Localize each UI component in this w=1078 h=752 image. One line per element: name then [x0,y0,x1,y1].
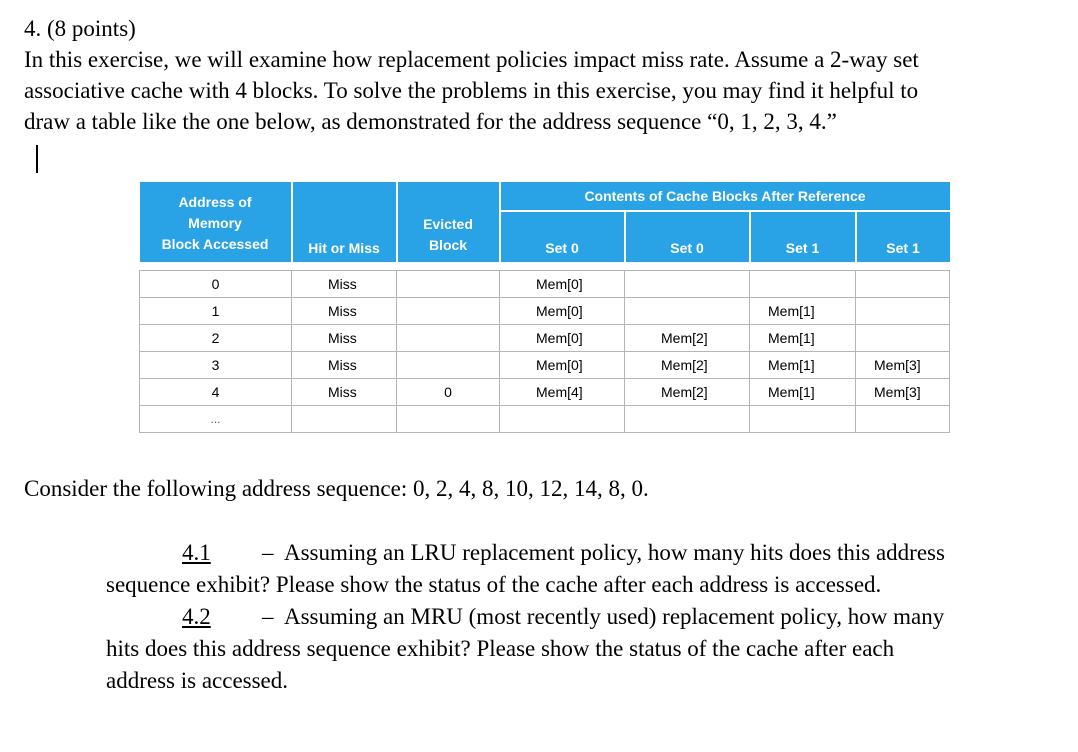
subquestion-4-2 [106,601,1056,697]
cell-block: Mem[1] [750,352,856,379]
question-heading: 4. (8 points) [24,16,136,41]
intro-line: In this exercise, we will examine how replacement policies impact miss rate. Assume a 2-way set [24,47,919,72]
cell-block: Mem[1] [750,325,856,352]
cell-address: 0 [140,271,292,298]
cell-result: Miss [292,352,397,379]
cell-block [750,406,856,433]
text-cursor [36,145,38,173]
subquestion-line [106,601,1056,633]
cell-block: Mem[3] [856,352,950,379]
header-set: Set 1 [856,211,950,262]
cell-address: 3 [140,352,292,379]
subquestion-dash: – [262,604,274,629]
header-address-line: Block Accessed [161,235,269,252]
cell-block: Mem[2] [625,379,750,406]
cell-block: Mem[3] [856,379,950,406]
cell-block: Mem[2] [625,325,750,352]
cell-block: Mem[4] [500,379,625,406]
cell-address: 4 [140,379,292,406]
table-row [140,352,950,379]
cell-block: Mem[1] [750,298,856,325]
cell-address: 1 [140,298,292,325]
cell-address: ... [140,406,292,433]
question-intro [24,44,1064,137]
cell-block [625,406,750,433]
subquestion-text: Assuming an MRU (most recently used) replacement policy, how many [284,604,945,629]
table-row [140,379,950,406]
cell-block: Mem[2] [625,352,750,379]
header-contents: Contents of Cache Blocks After Reference [500,182,950,211]
cell-block [856,271,950,298]
header-set: Set 0 [625,211,750,262]
cell-block [625,271,750,298]
subquestion-4-1 [106,537,1056,601]
cell-result: Miss [292,379,397,406]
header-set: Set 1 [750,211,856,262]
cache-table [139,182,950,433]
cell-block [856,325,950,352]
cell-evicted [397,406,500,433]
cell-block: Mem[1] [750,379,856,406]
header-hit-or-miss: Hit or Miss [292,182,397,262]
cell-result: Miss [292,325,397,352]
intro-line: draw a table like the one below, as demonstrated for the address sequence “0, 1, 2, 3, 4.” [24,109,837,134]
header-address-line: Memory [188,214,242,231]
header-set: Set 0 [500,211,625,262]
cell-address: 2 [140,325,292,352]
cell-result: Miss [292,271,397,298]
subquestion-number: 4.2 [182,604,211,629]
table-row [140,406,950,433]
subquestion-line: hits does this address sequence exhibit? Please show the status of the cache after each [106,636,895,661]
cell-block [856,406,950,433]
cell-block: Mem[0] [500,298,625,325]
subquestion-number: 4.1 [182,540,211,565]
address-sequence-text: Consider the following address sequence: 0, 2, 4, 8, 10, 12, 14, 8, 0. [24,476,649,501]
cell-block [856,298,950,325]
header-address-line: Address of [178,193,252,210]
subquestion-line: sequence exhibit? Please show the status of the cache after each address is accessed. [106,572,882,597]
cell-result [292,406,397,433]
cell-block [625,298,750,325]
header-evicted [397,182,500,262]
intro-line: associative cache with 4 blocks. To solve the problems in this exercise, you may find it helpful to [24,78,919,103]
cell-block: Mem[0] [500,271,625,298]
table-row [140,298,950,325]
table-row [140,271,950,298]
cell-evicted [397,325,500,352]
cell-evicted: 0 [397,379,500,406]
cell-evicted [397,271,500,298]
cell-evicted [397,352,500,379]
subquestion-dash: – [262,540,274,565]
cell-block [750,271,856,298]
header-address [140,182,292,262]
header-evicted-line: Evicted [423,216,473,232]
cell-block [500,406,625,433]
header-evicted-line: Block [428,237,468,253]
subquestion-text: Assuming an LRU replacement policy, how many hits does this address [284,540,945,565]
subquestion-line: address is accessed. [106,668,289,693]
cell-block: Mem[0] [500,352,625,379]
cell-result: Miss [292,298,397,325]
cell-block: Mem[0] [500,325,625,352]
table-row [140,325,950,352]
cell-evicted [397,298,500,325]
subquestion-line [106,537,1056,569]
